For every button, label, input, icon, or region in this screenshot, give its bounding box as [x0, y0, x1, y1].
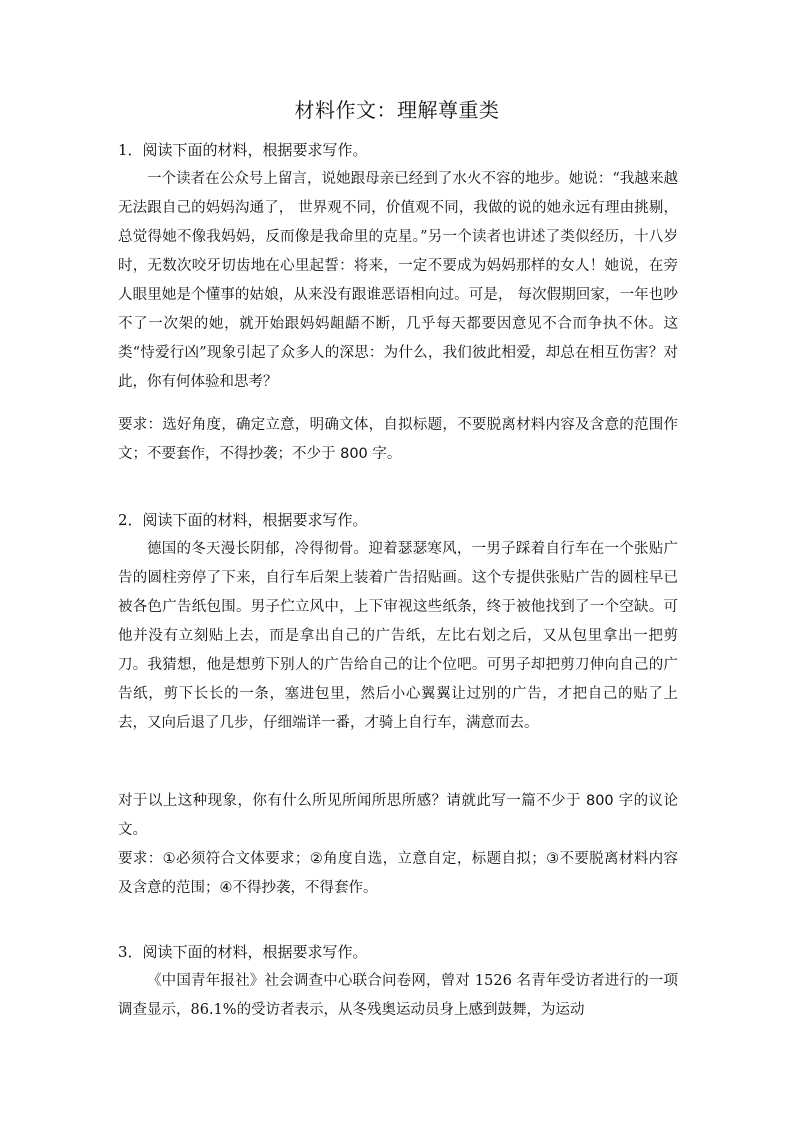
question-1-requirement: 要求：选好角度，确定立意，明确文体，自拟标题，不要脱离材料内容及含意的范围作文；不要套作，不得抄袭；不少于 800 字。 — [118, 417, 678, 462]
question-1-heading: 1．阅读下面的材料，根据要求写作。 — [118, 141, 368, 159]
question-2-requirement: 要求：①必须符合文体要求；②角度自选，立意自定，标题自拟；③不要脱离材料内容及含意的范围；④不得抄袭，不得套作。 — [118, 851, 678, 896]
question-2-material: 德国的冬天漫长阴郁，冷得彻骨。迎着瑟瑟寒风，一男子踩着自行车在一个张贴广告的圆柱旁停了下来，自行车后架上装着广告招贴画。这个专提供张贴广告的圆柱早已被各色广告纸包围。男子伫立风中，上下审视这些纸条，终于被他找到了一个空缺。可他并没有立刻贴上去，而是拿出自己的广告纸，左比右划之后，又从包里拿出一把剪刀。我猜想，他是想剪下别人的广告给自己的让个位吧。可男子却把剪刀伸向自己的广告纸，剪下长长的一条，塞进包里，然后小心翼翼让过别的广告，才把自己的贴了上去，又向后退了几步，仔细端详一番，才骑上自行车，满意而去。 — [118, 541, 678, 731]
question-1-material: 一个读者在公众号上留言，说她跟母亲已经到了水火不容的地步。她说：“我越来越无法跟自己的妈妈沟通了， 世界观不同，价值观不同，我做的说的她永远有理由挑剔， 总觉得她不像我妈妈，反而像是我命里的克星。”另一个读者也讲述了类似经历，十八岁时，无数次咬牙切齿地在心里起誓：将来，一定不要成为妈妈那样的女人！她说，在旁人眼里她是个懂事的姑娘，从来没有跟谁恶语相向过。可是， 每次假期回家，一年也吵不了一次架的她，就开始跟妈妈龃龉不断，几乎每天都要因意见不合而争执不休。这类“恃爱行凶”现象引起了众多人的深思：为什么，我们彼此相爱，却总在相互伤害？对此，你有何体验和思考？ — [118, 171, 678, 390]
question-3-material: 《中国青年报社》社会调查中心联合问卷网，曾对 1526 名青年受访者进行的一项调查显示，86.1%的受访者表示，从冬残奥运动员身上感到鼓舞，为运动 — [118, 973, 678, 1018]
question-2-prompt: 对于以上这种现象，你有什么所见所闻所思所感？请就此写一篇不少于 800 字的议论文。 — [118, 793, 678, 838]
question-2-heading: 2．阅读下面的材料，根据要求写作。 — [118, 511, 368, 529]
question-3-heading: 3．阅读下面的材料，根据要求写作。 — [118, 943, 368, 961]
page-title: 材料作文：理解尊重类 — [294, 98, 500, 122]
